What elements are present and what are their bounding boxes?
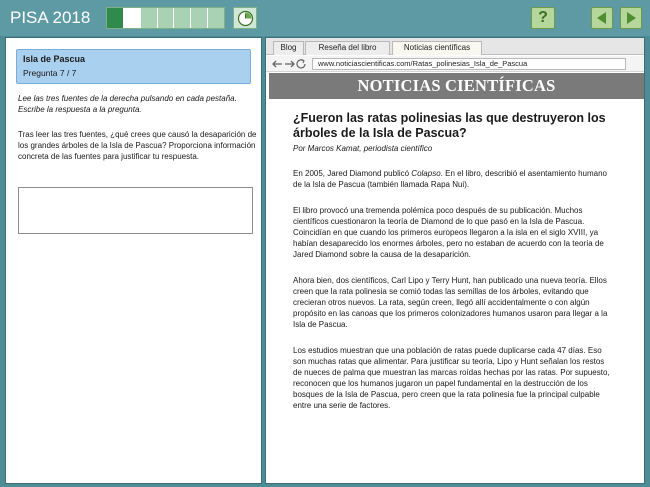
article-paragraph: El libro provocó una tremenda polémica poco después de su publicación. Muchos científicos cuestionaron la teoría de Diamond de lo que pasó en la Isla de Pascua. Coincidían en que cuando los primeros europeos llegaron a la isla en el siglo XVIII, ya habían desaparecido los enormes árboles, pero no estaban de acuerdo con la teoría de Jared Diamond sobre la causa de la desaparición. xyxy=(293,206,604,259)
previous-button[interactable] xyxy=(591,7,613,29)
progress-segment xyxy=(107,8,124,28)
instructions-text: Lee las tres fuentes de la derecha pulsando en cada pestaña. Escribe la respuesta a la pregunta. xyxy=(18,94,237,114)
next-button[interactable] xyxy=(620,7,642,29)
book-title: Colapso xyxy=(411,169,441,178)
question-counter: Pregunta 7 / 7 xyxy=(23,68,77,78)
url-field[interactable]: www.noticiascientificas.com/Ratas_polinesias_Isla_de_Pascua xyxy=(312,58,626,70)
tab-book-review[interactable]: Reseña del libro xyxy=(305,41,390,55)
unit-header xyxy=(16,49,251,84)
unit-title: Isla de Pascua xyxy=(23,54,86,64)
arrow-left-icon xyxy=(595,11,609,25)
back-arrow-icon xyxy=(273,61,282,67)
article-paragraph: Ahora bien, dos científicos, Carl Lipo y Terry Hunt, han publicado una nueva teoría. Ellos creen que la rata polinesia se comió todas las semillas de los árboles, evitando que crecieran otros nuevos. La rata, según creen, llegó allí accidentalmente o con algún propósito en las canoas que los primeros colonizadores humanos usaron para llegar a la Isla de Pascua. xyxy=(293,276,608,329)
question-text: Tras leer las tres fuentes, ¿qué crees que causó la desaparición de los grandes árboles de la Isla de Pascua? Proporciona información concreta de las fuentes para justificar tu respuesta. xyxy=(18,130,257,161)
progress-segment xyxy=(174,8,191,28)
article-paragraph: Los estudios muestran que una población de ratas puede duplicarse cada 47 días. Eso son muchas ratas que alimentar. Para justificar su teoría, Lipo y Hunt señalan los restos de nueces de palma que muestran las marcas roídas hechas por las ratas. Por supuesto, reconocen que los humanos jugaron un papel fundamental en la destrucción de los bosques de la Isla de Pascua, pero creen que la rata polinesia fue la principal culpable entre una serie de factores. xyxy=(293,346,610,410)
question-panel xyxy=(5,37,262,484)
progress-bar xyxy=(106,7,225,29)
source-panel xyxy=(265,37,645,484)
article-paragraph: En 2005, Jared Diamond publicó Colapso. En el libro, describió el asentamiento humano de la Isla de Pascua (también llamada Rapa Nui). xyxy=(293,169,607,189)
article-headline: ¿Fueron las ratas polinesias las que destruyeron los árboles de la Isla de Pascua? xyxy=(293,111,606,140)
browser-tabs xyxy=(266,38,644,55)
top-bar xyxy=(0,0,650,36)
article xyxy=(293,111,615,411)
progress-segment xyxy=(191,8,208,28)
refresh-icon xyxy=(297,60,305,68)
tab-science-news[interactable]: Noticias científicas xyxy=(392,41,482,55)
progress-segment xyxy=(124,8,141,28)
address-bar-row xyxy=(266,56,644,72)
answer-box[interactable] xyxy=(18,187,253,234)
clock-icon xyxy=(237,10,254,27)
forward-arrow-icon xyxy=(285,61,294,67)
timer-button[interactable] xyxy=(233,7,257,29)
progress-segment xyxy=(208,8,224,28)
help-button[interactable]: ? xyxy=(531,7,555,29)
answer-input[interactable] xyxy=(19,188,252,233)
article-byline: Por Marcos Kamat, periodista científico xyxy=(293,144,433,153)
app-title: PISA 2018 xyxy=(10,8,91,27)
tab-blog[interactable]: Blog xyxy=(273,41,304,55)
arrow-right-icon xyxy=(624,11,638,25)
progress-segment xyxy=(141,8,158,28)
site-banner: NOTICIAS CIENTÍFICAS xyxy=(269,73,644,99)
browser-nav-icons xyxy=(271,58,309,70)
progress-segment xyxy=(158,8,175,28)
